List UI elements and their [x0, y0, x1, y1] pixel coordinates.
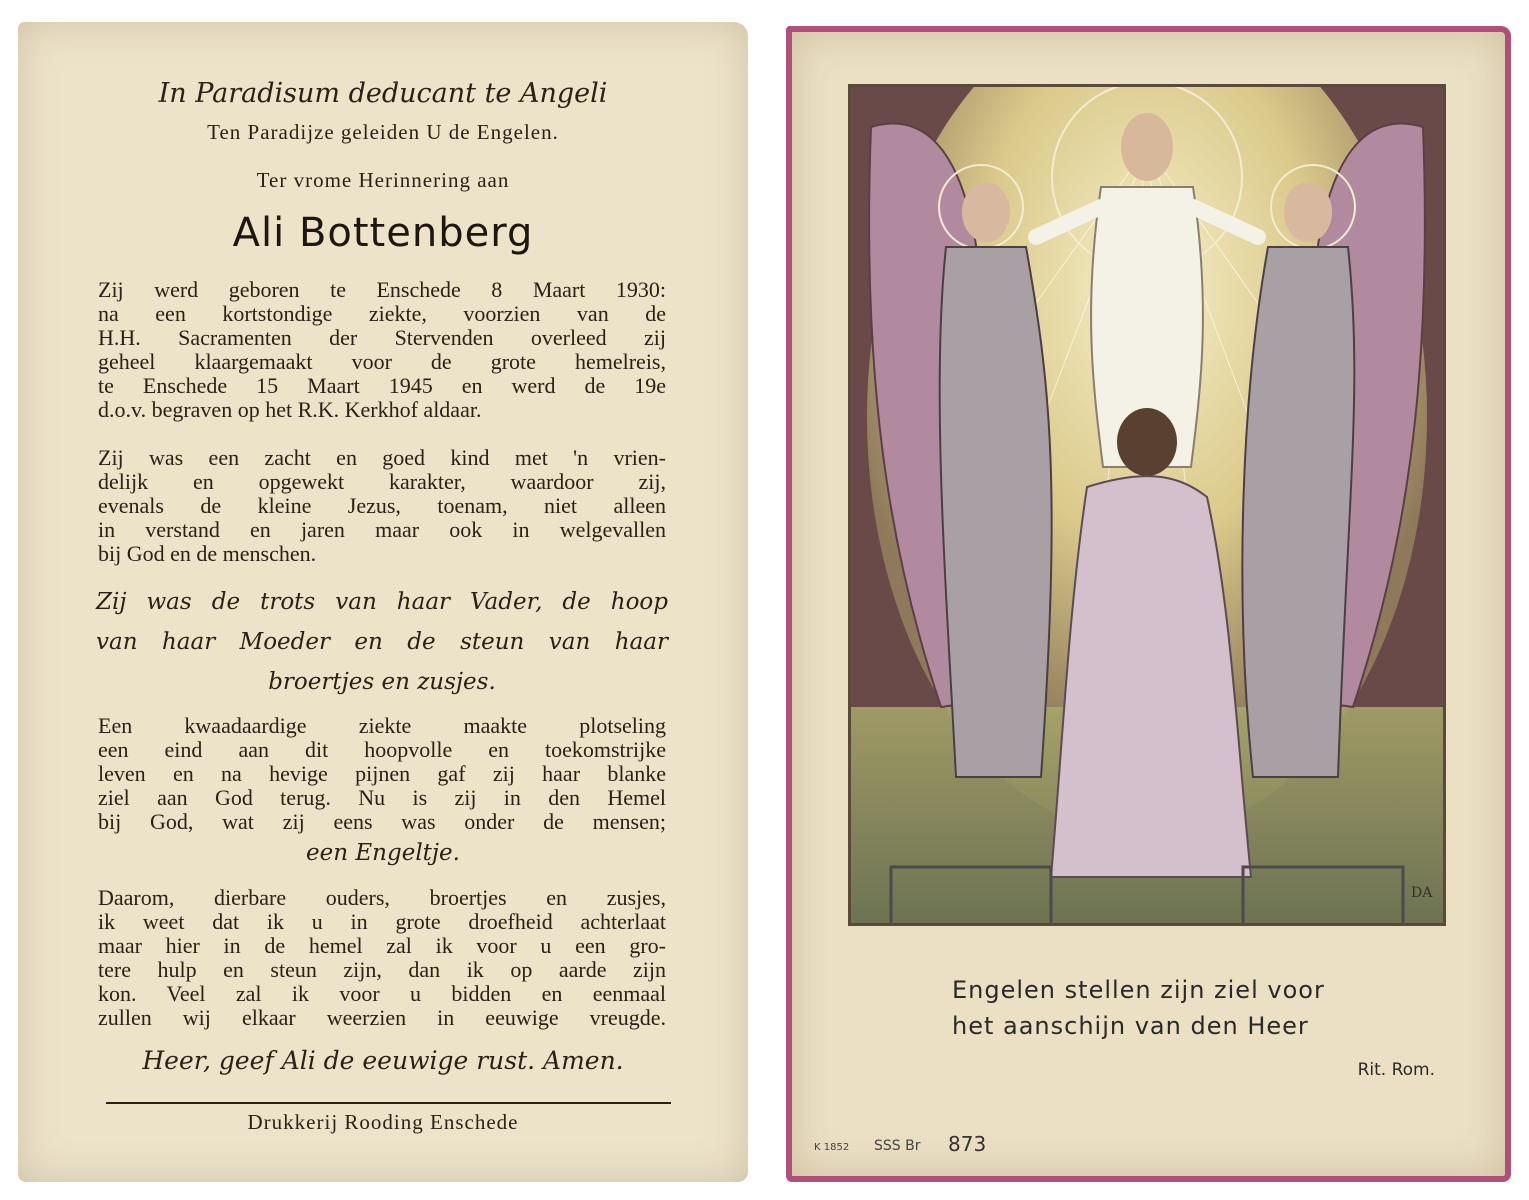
painting-artwork — [851, 87, 1443, 923]
angels-presenting-soul-painting — [848, 84, 1446, 926]
angel-line: een Engeltje. — [306, 840, 460, 866]
left-angel-head — [962, 182, 1010, 242]
birth-death-paragraph: Zij werd geboren te Enschede 8 Maart 1930: na een kortstondige ziekte, voorzien van de H.H. Sacramenten der Stervenden overleed zij geheel klaargemaakt voor de grote hemelreis, te Enschede 15 Maart 1945 en werd de 19e d.o.v. begraven op het R.K. Kerkhof aldaar. — [98, 277, 666, 422]
remembrance-intro: Ter vrome Herinnering aan — [256, 168, 510, 192]
kneeling-figure-head — [1117, 408, 1177, 476]
devotional-picture-card — [786, 26, 1511, 1182]
christ-head — [1121, 113, 1173, 181]
right-angel-head — [1284, 182, 1332, 242]
closing-prayer: Heer, geef Ali de eeuwige rust. Amen. — [142, 1046, 624, 1075]
print-code-small: K 1852 — [814, 1142, 850, 1153]
memorial-text-card — [18, 22, 748, 1182]
left-angel-robe — [940, 247, 1052, 777]
print-code-sss: SSS Br — [874, 1138, 921, 1154]
dutch-motto: Ten Paradijze geleiden U de Engelen. — [207, 120, 559, 144]
artist-monogram: DA — [1411, 885, 1433, 901]
print-number: 873 — [948, 1132, 987, 1156]
right-angel-robe — [1242, 247, 1354, 777]
printer-divider — [106, 1102, 671, 1104]
printer-credit: Drukkerij Rooding Enschede — [247, 1110, 519, 1134]
caption-source: Rit. Rom. — [1357, 1060, 1435, 1080]
family-pride-verse: Zij was de trots van haar Vader, de hoop van haar Moeder en de steun van haar broertjes en zusjes. — [96, 589, 668, 695]
character-paragraph: Zij was een zacht en goed kind met 'n vrien- delijk en opgewekt karakter, waardoor zij, evenals de kleine Jezus, toenam, niet alleen in verstand en jaren maar ook in welgevallen bij God en de menschen. — [98, 445, 666, 566]
latin-motto: In Paradisum deducant te Angeli — [158, 78, 608, 109]
deceased-name: Ali Bottenberg — [232, 210, 534, 256]
caption-line-2: het aanschijn van den Heer — [952, 1012, 1309, 1040]
farewell-paragraph: Daarom, dierbare ouders, broertjes en zusjes, ik weet dat ik u in grote droefheid achterlaat maar hier in de hemel zal ik voor u een gro- tere hulp en steun zijn, dan ik op aarde zijn kon. Veel zal ik voor u bidden en eenmaal zullen wij elkaar weerzien in eeuwige vreugde. — [98, 885, 666, 1030]
illness-paragraph: Een kwaadaardige ziekte maakte plotseling een eind aan dit hoopvolle en toekomstrijke leven en na hevige pijnen gaf zij haar blanke ziel aan God terug. Nu is zij in den Hemel bij God, wat zij eens was onder de mensen; — [98, 713, 666, 834]
caption-line-1: Engelen stellen zijn ziel voor — [952, 976, 1325, 1004]
